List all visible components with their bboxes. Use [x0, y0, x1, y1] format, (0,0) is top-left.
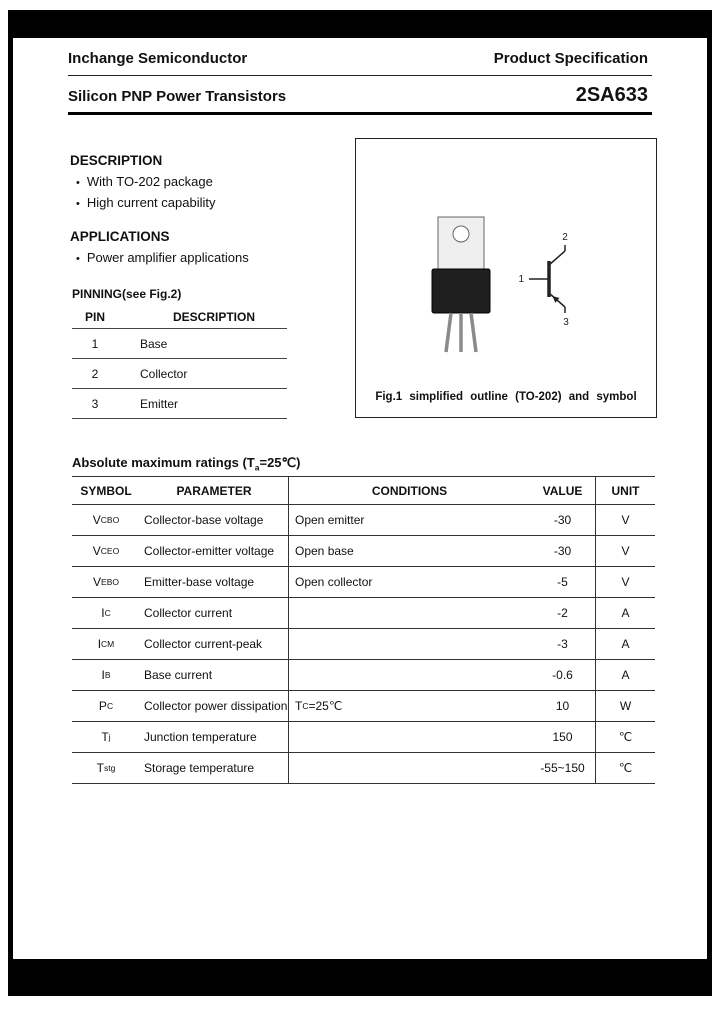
pin-column-header: PIN: [84, 310, 105, 324]
figure-box: [355, 138, 657, 418]
pin2-label: 2: [562, 232, 568, 243]
unit-cell: V: [595, 567, 655, 597]
conditions-cell: [288, 629, 530, 659]
parameter-cell: Collector current-peak: [144, 637, 263, 651]
unit-cell: ℃: [595, 753, 655, 783]
value-cell: -0.6: [552, 668, 573, 682]
symbol-cell: V EBO: [93, 575, 119, 589]
table-row: [72, 753, 655, 784]
parameter-cell: Collector-base voltage: [144, 513, 264, 527]
value-cell: 10: [555, 699, 570, 713]
symbol-cell: P C: [98, 699, 114, 713]
value-cell: -30: [553, 544, 572, 558]
ratings-header-row: [72, 476, 655, 505]
symbol-cell: I B: [101, 668, 111, 682]
column-header: SYMBOL: [80, 483, 132, 498]
applications-item: • Power amplifier applications: [76, 248, 249, 269]
pin1-label: 1: [518, 274, 524, 285]
conditions-cell: [288, 660, 530, 690]
description-list: [76, 172, 215, 214]
column-header: PARAMETER: [176, 483, 252, 498]
part-number: 2SA633: [575, 84, 648, 106]
pin3-label: 3: [563, 317, 569, 328]
applications-list: [76, 248, 249, 269]
ratings-heading-text: Absolute maximum ratings (T: [72, 455, 255, 470]
collector-lead: [549, 251, 565, 265]
pin-number: 1: [91, 336, 99, 351]
figure-caption: Fig.1 simplified outline (TO-202) and symbol: [375, 391, 637, 403]
symbol-cell: T stg: [96, 761, 116, 775]
unit-cell: ℃: [595, 722, 655, 752]
pinning-table: [72, 306, 287, 419]
header-divider: [68, 75, 652, 76]
pin-description: Emitter: [140, 396, 179, 411]
table-row: [72, 691, 655, 722]
unit-cell: V: [595, 505, 655, 535]
table-row: [72, 389, 287, 419]
pin-number: 3: [91, 396, 99, 411]
unit-cell: A: [595, 660, 655, 690]
symbol-cell: I C: [101, 606, 111, 620]
pin-description: Base: [140, 336, 168, 351]
parameter-cell: Collector-emitter voltage: [144, 544, 275, 558]
table-row: [72, 722, 655, 753]
mounting-hole: [453, 226, 469, 242]
value-cell: 150: [552, 730, 573, 744]
unit-cell: W: [595, 691, 655, 721]
parameter-cell: Collector power dissipation: [144, 699, 288, 713]
ratings-heading-sub: a: [254, 462, 260, 473]
description-heading: DESCRIPTION: [70, 153, 163, 168]
ratings-table: [72, 476, 655, 784]
pinning-header-row: [72, 306, 287, 329]
pinning-heading: PINNING(see Fig.2): [72, 287, 182, 301]
pnp-symbol: [529, 245, 565, 313]
transistor-outline-and-symbol-drawing: [356, 139, 656, 417]
value-cell: -3: [557, 637, 568, 651]
unit-cell: A: [595, 629, 655, 659]
value-cell: -55~150: [540, 761, 585, 775]
ratings-heading: [72, 455, 300, 472]
conditions-cell: Open base: [288, 536, 530, 566]
value-cell: -30: [553, 513, 572, 527]
parameter-cell: Emitter-base voltage: [144, 575, 255, 589]
column-header: VALUE: [542, 483, 583, 498]
description-item: • With TO-202 package: [76, 172, 215, 193]
table-row: [72, 536, 655, 567]
conditions-cell: [288, 753, 530, 783]
doc-type-label: Product Specification: [493, 50, 648, 67]
value-cell: -2: [557, 606, 568, 620]
ratings-heading-text: =25℃): [259, 455, 301, 470]
conditions-cell: [288, 598, 530, 628]
parameter-cell: Storage temperature: [144, 761, 255, 775]
conditions-cell: Open emitter: [288, 505, 530, 535]
description-column-header: DESCRIPTION: [173, 310, 256, 324]
table-row: [72, 629, 655, 660]
package-body: [432, 269, 490, 313]
column-header: UNIT: [595, 477, 655, 504]
page-title: Silicon PNP Power Transistors: [68, 88, 287, 105]
title-divider: [68, 112, 652, 115]
pin-description: Collector: [140, 366, 188, 381]
company-name: Inchange Semiconductor: [68, 50, 248, 67]
unit-cell: A: [595, 598, 655, 628]
table-row: [72, 359, 287, 389]
parameter-cell: Collector current: [144, 606, 233, 620]
parameter-cell: Base current: [144, 668, 213, 682]
symbol-cell: T j: [101, 730, 111, 744]
table-row: [72, 329, 287, 359]
table-row: [72, 567, 655, 598]
applications-heading: APPLICATIONS: [70, 229, 170, 244]
symbol-cell: V CEO: [92, 544, 120, 558]
column-header: CONDITIONS: [288, 477, 530, 504]
table-row: [72, 598, 655, 629]
parameter-cell: Junction temperature: [144, 730, 257, 744]
description-item: • High current capability: [76, 193, 215, 214]
conditions-cell: Open collector: [288, 567, 530, 597]
symbol-cell: V CBO: [92, 513, 120, 527]
value-cell: -5: [557, 575, 568, 589]
table-row: [72, 660, 655, 691]
package-lead: [446, 313, 451, 352]
pin-number: 2: [91, 366, 99, 381]
table-row: [72, 505, 655, 536]
conditions-cell: [288, 722, 530, 752]
to202-package-drawing: [432, 217, 490, 352]
conditions-cell: T C =25℃: [288, 691, 530, 721]
symbol-cell: I CM: [97, 637, 115, 651]
package-lead: [471, 313, 476, 352]
unit-cell: V: [595, 536, 655, 566]
